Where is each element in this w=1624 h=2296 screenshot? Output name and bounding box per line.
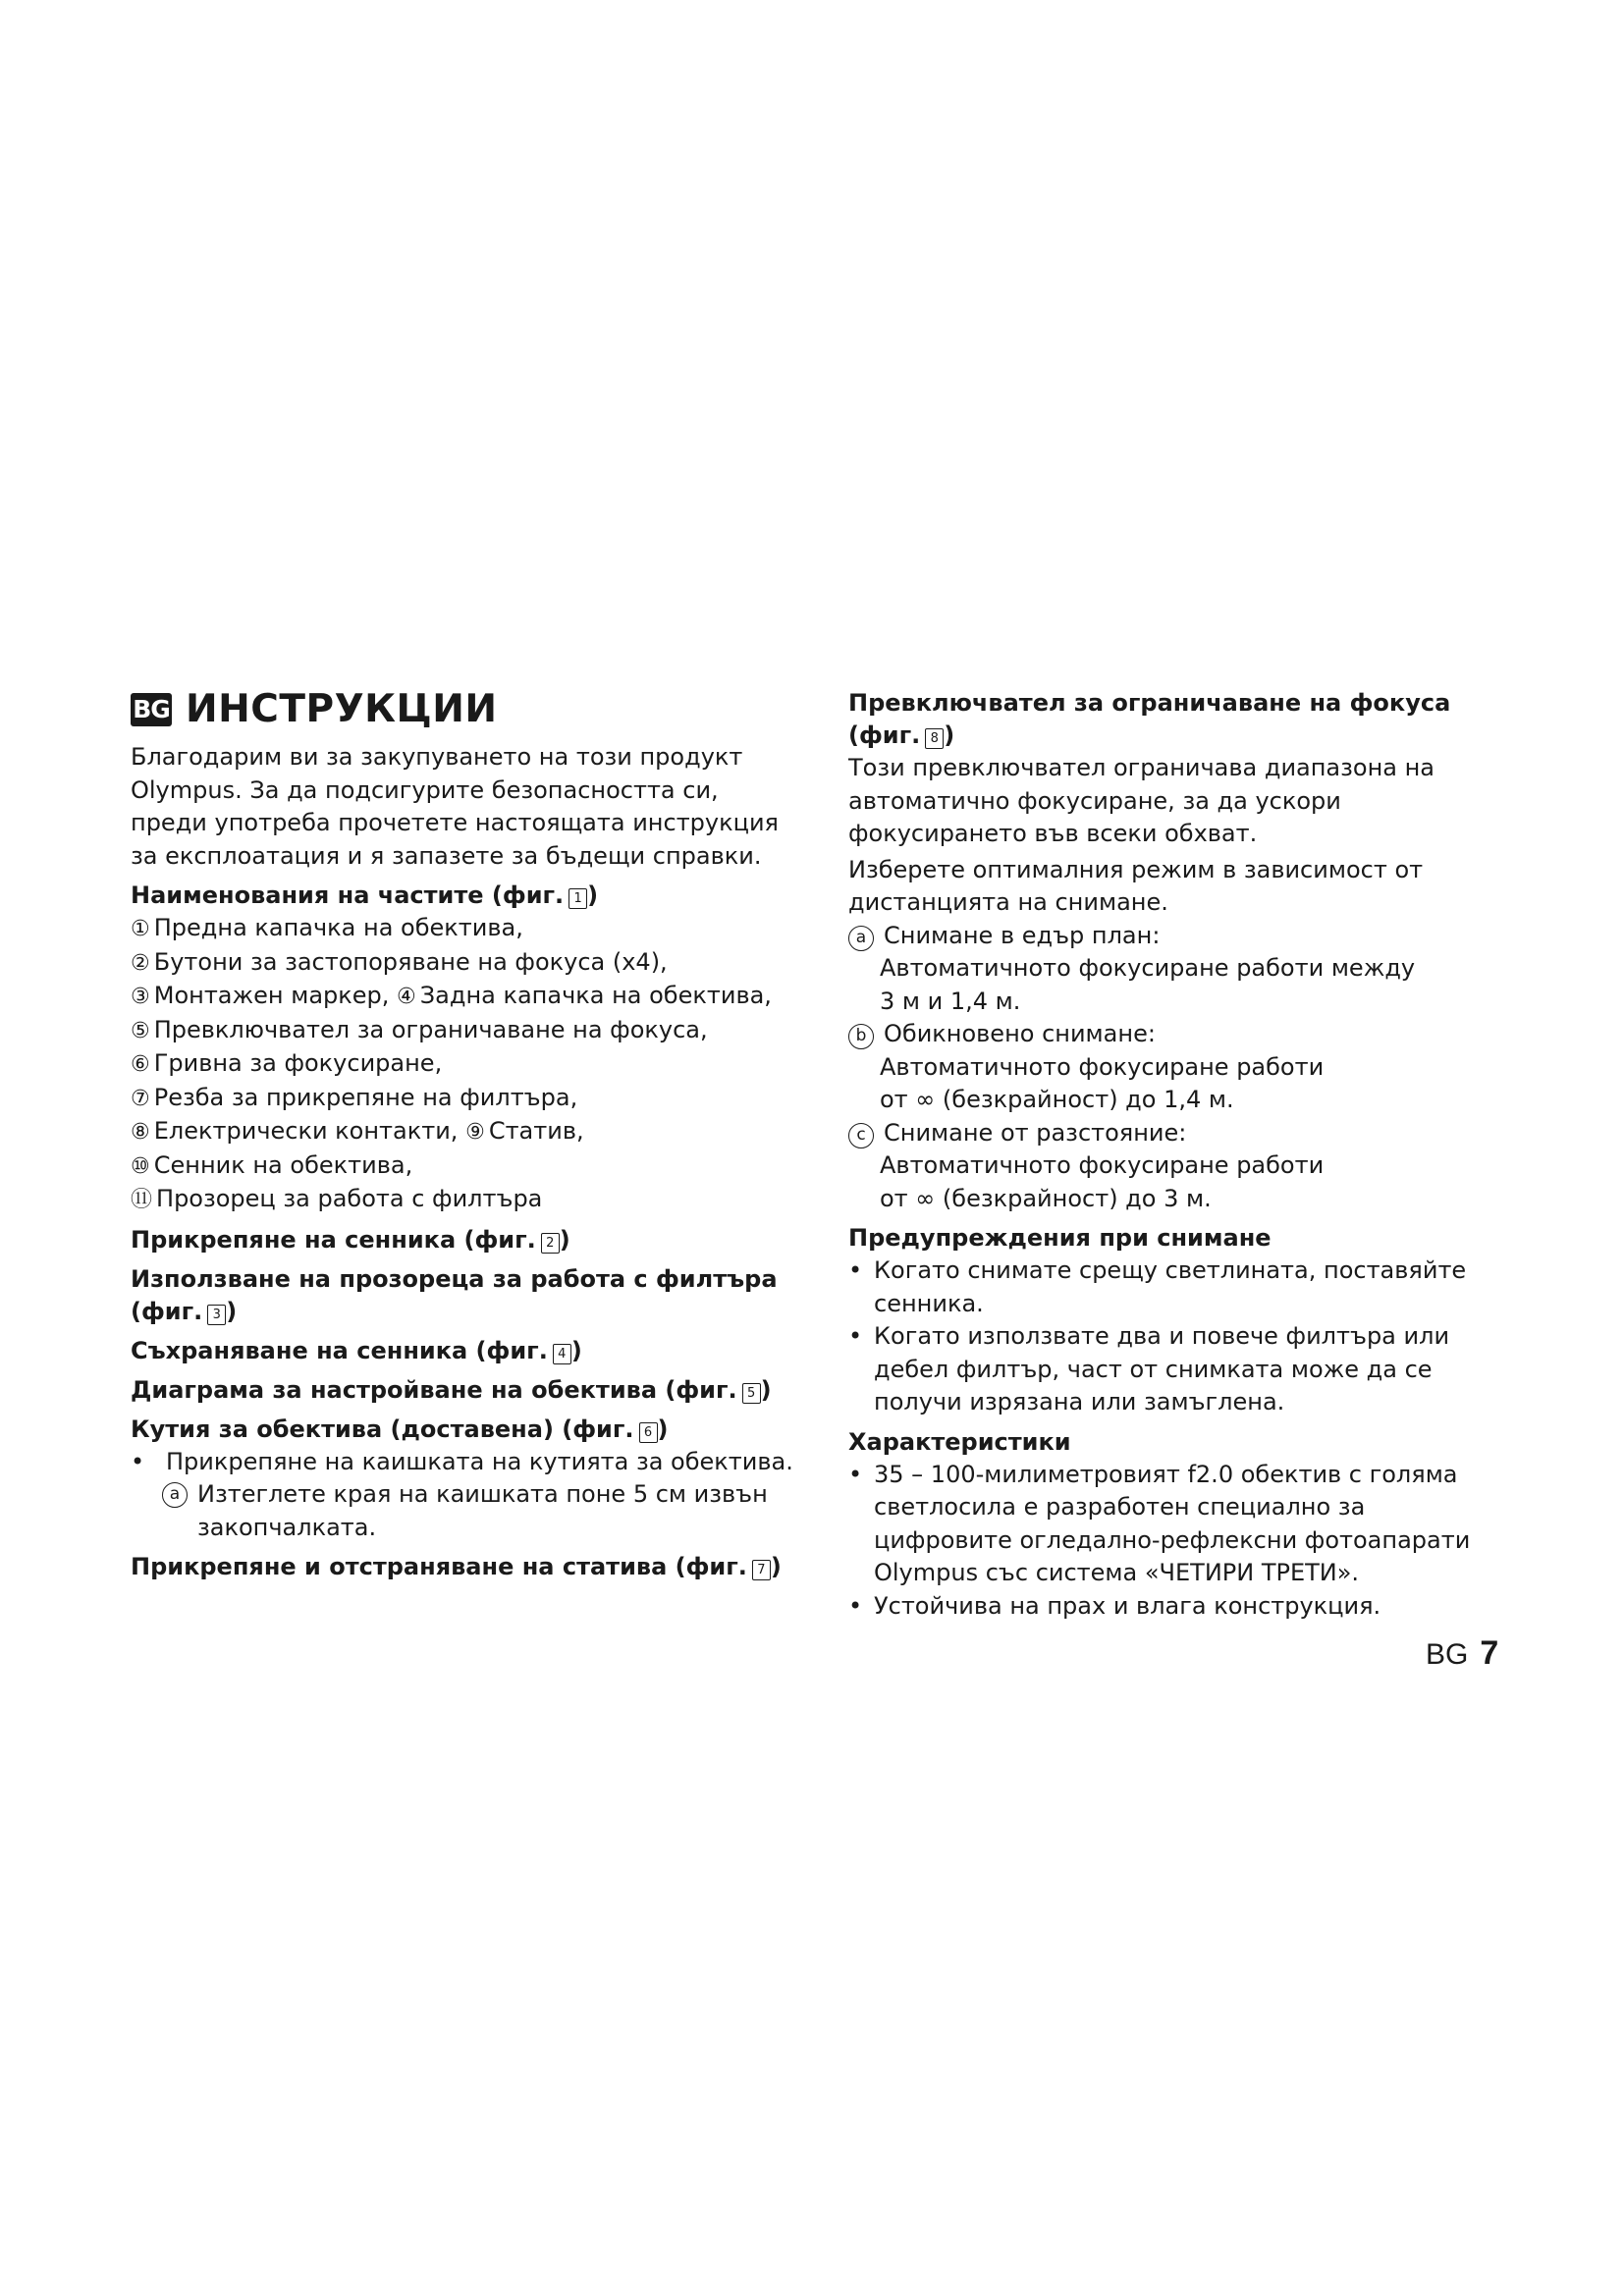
part-name: Прозорец за работа с филтъра (156, 1185, 543, 1212)
bullet-dot: • (131, 1447, 145, 1475)
focus-mode-range: от ∞ (безкрайност) до 1,4 м. (880, 1086, 1234, 1113)
circled-number: ⑨ (465, 1120, 485, 1145)
parts-list-item (131, 1014, 794, 1048)
left-column (131, 687, 794, 1583)
focus-mode-range: 3 м и 1,4 м. (880, 987, 1021, 1015)
list-item: a Изтеглете края на каишката поне 5 см извън закопчалката. (131, 1478, 794, 1544)
focus-mode-item (848, 1117, 1508, 1150)
lens-case-heading: Кутия за обектива (доставена) (фиг. 6 ) (131, 1415, 669, 1443)
title-text: ИНСТРУКЦИИ (186, 687, 498, 731)
page-number: 7 (1480, 1634, 1499, 1672)
part-name: Статив, (488, 1117, 584, 1145)
language-badge: BG (131, 693, 172, 726)
circled-letter-b: b (848, 1024, 874, 1049)
parts-heading: Наименования на частите (фиг. 1 ) (131, 881, 599, 909)
filter-window-heading: Използване на прозореца за работа с филтъра (фиг. 3 ) (131, 1264, 778, 1325)
intro-paragraph: Благодарим ви за закупуването на този продукт Olympus. За да подсигурите безопасността си, преди употреба прочетете настоящата инструкция за експлоатация и я запазете за бъдещи справки. (131, 743, 779, 870)
circled-letter-a: a (848, 926, 874, 951)
focus-mode-item (848, 920, 1508, 953)
focus-mode-desc: Автоматичното фокусиране работи (880, 1151, 1325, 1179)
fig-2-box: 2 (541, 1233, 560, 1254)
bullet-dot: • (848, 1591, 863, 1620)
circled-letter-c: c (848, 1123, 874, 1148)
focus-limit-description: Този превключвател ограничава диапазона на автоматично фокусиране, за да ускори фокусирането във всеки обхват. (848, 754, 1435, 847)
hood-storage-heading: Съхраняване на сенника (фиг. 4 ) (131, 1336, 582, 1364)
parts-list-item (131, 912, 794, 946)
page-title (131, 687, 794, 731)
bullet-dot: • (848, 1460, 863, 1488)
list-item-text: Когато снимате срещу светлината, поставяйте сенника. (874, 1256, 1467, 1317)
list-item-text: 35 – 100-милиметровият f2.0 обектив с голяма светлосила е разработен специално за цифровите огледално-рефлексни фотоапарати Olympus със система «ЧЕТИРИ ТРЕТИ». (874, 1460, 1471, 1586)
fig-1-box: 1 (568, 888, 587, 909)
right-column (848, 687, 1508, 1623)
parts-list-item (131, 1047, 794, 1082)
lens-diagram-heading: Диаграма за настройване на обектива (фиг. 5 ) (131, 1375, 772, 1404)
bullet-dot: • (848, 1256, 863, 1284)
part-name: Електрически контакти, (153, 1117, 459, 1145)
circled-number: ⑧ (131, 1120, 150, 1145)
parts-list-item (131, 946, 794, 981)
focus-mode-range: от ∞ (безкрайност) до 3 м. (880, 1184, 1212, 1212)
part-name: Резба за прикрепяне на филтъра, (153, 1083, 578, 1111)
circled-number: ④ (397, 985, 416, 1009)
focus-mode-desc: Автоматичното фокусиране работи (880, 1052, 1325, 1081)
part-name: Гривна за фокусиране, (153, 1049, 443, 1077)
list-item-text: Когато използвате два и повече филтъра или дебел филтър, част от снимката може да се получи изрязана или замъглена. (874, 1322, 1450, 1415)
tripod-heading: Прикрепяне и отстраняване на статива (фиг. 7 ) (131, 1553, 782, 1580)
list-item (848, 1590, 1508, 1624)
circled-number: ⑥ (131, 1052, 150, 1077)
warnings-list (848, 1255, 1508, 1419)
circled-number: ⑤ (131, 1018, 150, 1043)
focus-modes-list (848, 920, 1508, 1216)
fig-8-box: 8 (925, 728, 944, 749)
part-name: Монтажен маркер, (153, 982, 390, 1009)
parts-list-item (131, 1149, 794, 1184)
circled-number: ⑦ (131, 1086, 150, 1111)
bullet-dot: • (848, 1322, 863, 1350)
parts-list (131, 912, 794, 1217)
circled-number: ① (131, 917, 150, 941)
parts-list-item (131, 980, 794, 1014)
part-name: Бутони за застопоряване на фокуса (x4), (153, 947, 668, 976)
parts-list-item (131, 1082, 794, 1116)
focus-mode-label: Снимане от разстояние: (884, 1118, 1187, 1147)
circled-number: ⑪ (131, 1188, 153, 1212)
features-list (848, 1459, 1508, 1624)
footer-language: BG (1426, 1638, 1469, 1671)
focus-mode-label: Обикновено снимане: (884, 1020, 1156, 1047)
fig-7-box: 7 (752, 1560, 771, 1580)
circled-number: ② (131, 950, 150, 976)
part-name: Сенник на обектива, (153, 1150, 413, 1179)
features-heading: Характеристики (848, 1427, 1071, 1456)
fig-3-box: 3 (207, 1305, 226, 1325)
part-name: Превключвател за ограничаване на фокуса, (153, 1015, 708, 1043)
fig-6-box: 6 (639, 1422, 658, 1443)
hood-attach-heading: Прикрепяне на сенника (фиг. 2 ) (131, 1225, 570, 1254)
part-name: Предна капачка на обектива, (153, 914, 523, 941)
focus-mode-desc: Автоматичното фокусиране работи между (880, 954, 1416, 982)
focus-limit-heading: Превключвател за ограничаване на фокуса (фиг. 8 ) (848, 689, 1451, 749)
circled-number: ③ (131, 985, 150, 1009)
page-footer (1426, 1634, 1498, 1673)
circled-number: ⑩ (131, 1153, 150, 1179)
part-name: Задна капачка на обектива, (419, 982, 772, 1009)
focus-mode-label: Снимане в едър план: (884, 921, 1161, 949)
list-item (848, 1320, 1508, 1419)
fig-4-box: 4 (553, 1344, 571, 1364)
fig-5-box: 5 (742, 1383, 761, 1404)
list-item: • Прикрепяне на каишката на кутията за обектива. (131, 1446, 794, 1479)
warnings-heading: Предупреждения при снимане (848, 1224, 1272, 1252)
list-item-text: Устойчива на прах и влага конструкция. (874, 1591, 1381, 1620)
list-item (848, 1255, 1508, 1320)
focus-limit-instruction: Изберете оптималния режим в зависимост от дистанцията на снимане. (848, 855, 1424, 916)
list-item (848, 1459, 1508, 1590)
parts-list-item (131, 1115, 794, 1149)
circled-letter-a: a (162, 1482, 188, 1508)
focus-mode-item (848, 1018, 1508, 1051)
parts-list-item (131, 1183, 794, 1217)
